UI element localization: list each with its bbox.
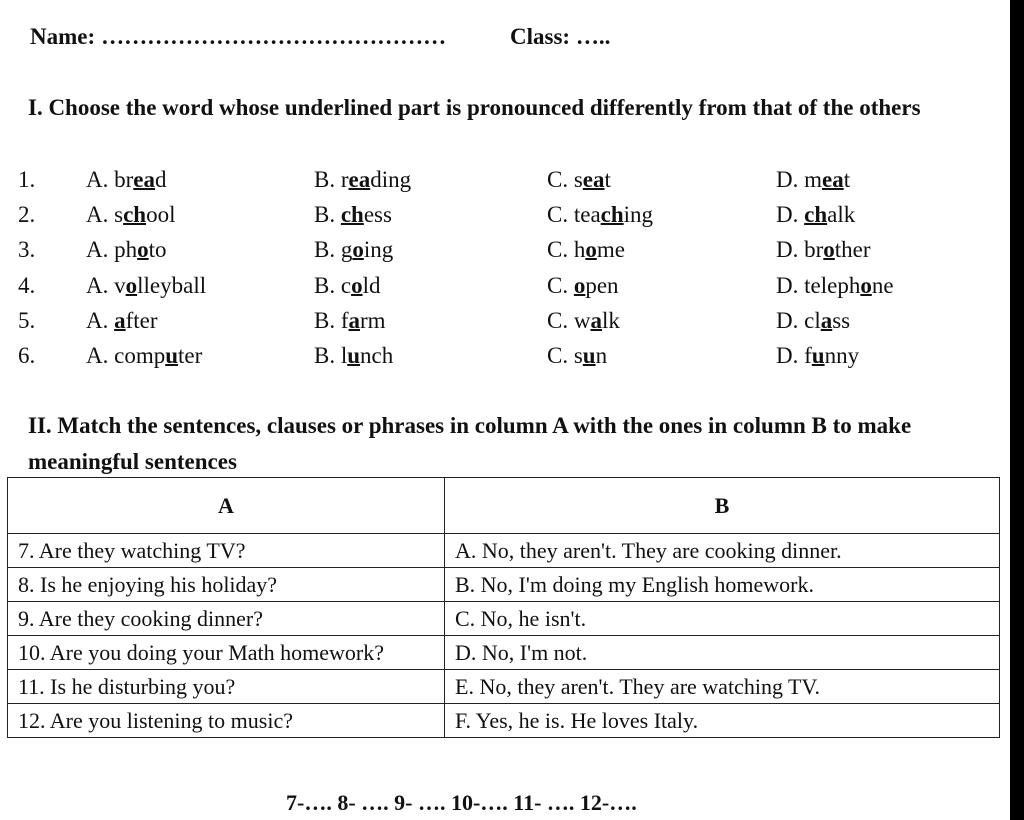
word-part: to: [148, 237, 167, 263]
option-letter: C.: [547, 343, 569, 368]
answer-option: [776, 268, 894, 303]
column-a-cell: 7. Are they watching TV?: [8, 534, 445, 568]
option-letter: A.: [86, 343, 109, 368]
word-part: tea: [573, 202, 601, 228]
option-letter: C.: [547, 202, 569, 228]
answer-option: [314, 197, 392, 232]
class-label: Class:: [510, 24, 571, 49]
underlined-part: ch: [123, 202, 147, 228]
option-letter: C.: [547, 272, 569, 298]
word-part: r: [340, 167, 349, 192]
answer-option: [86, 162, 167, 197]
option-letter: B.: [314, 272, 336, 298]
underlined-part: ch: [340, 202, 364, 228]
answer-option: [314, 268, 380, 303]
option-letter: D.: [776, 272, 799, 298]
answer-option: [776, 232, 871, 267]
word-part: teleph: [804, 272, 861, 298]
word-part: t: [843, 167, 851, 192]
table-row: [8, 568, 1000, 602]
word-part: fter: [125, 307, 158, 333]
underlined-part: ea: [348, 167, 371, 192]
answer-option: [776, 197, 855, 232]
word-part: alk: [827, 202, 856, 228]
word-part: br: [114, 167, 134, 192]
word-part: s: [573, 343, 583, 368]
underlined-part: a: [820, 307, 833, 333]
option-letter: D.: [776, 202, 799, 228]
table-row: [8, 704, 1000, 738]
section-2-title: II. Match the sentences, clauses or phrases in column A with the ones in column B to make meaningful sentences: [28, 413, 912, 474]
answer-option: [86, 232, 167, 267]
word-part: v: [114, 272, 126, 298]
option-letter: C.: [547, 307, 569, 333]
option-letter: D.: [776, 343, 799, 368]
answer-line: 7-…. 8- …. 9- …. 10-…. 11- …. 12-….: [286, 790, 637, 815]
answer-option: [314, 162, 411, 197]
underlined-part: o: [573, 272, 586, 298]
word-part: g: [340, 237, 353, 263]
word-part: ther: [834, 237, 871, 263]
word-part: lk: [601, 307, 620, 333]
answer-option: [547, 338, 607, 373]
column-b-cell: B. No, I'm doing my English homework.: [445, 568, 1000, 602]
word-part: s: [573, 167, 583, 192]
option-letter: D.: [776, 237, 799, 263]
word-part: lleyball: [137, 272, 207, 298]
word-part: ess: [363, 202, 392, 228]
word-part: l: [340, 343, 348, 368]
class-line: [510, 24, 610, 50]
option-letter: A.: [86, 237, 109, 263]
word-part: nny: [824, 343, 860, 368]
option-letter: B.: [314, 167, 336, 192]
answer-option: [776, 303, 850, 338]
column-a-header: A: [8, 478, 445, 534]
answer-option: [314, 338, 393, 373]
option-letter: D.: [776, 307, 799, 333]
column-a-cell: 11. Is he disturbing you?: [8, 670, 445, 704]
underlined-part: o: [352, 237, 364, 263]
option-letter: A.: [86, 167, 109, 192]
question-number: 5.: [18, 307, 36, 333]
name-dots: ………………………………………: [101, 24, 447, 49]
column-b-cell: E. No, they aren't. They are watching TV.: [445, 670, 1000, 704]
answer-option: [86, 268, 206, 303]
word-part: ss: [832, 307, 851, 333]
word-part: t: [604, 167, 611, 192]
underlined-part: o: [860, 272, 872, 298]
column-a-cell: 12. Are you listening to music?: [8, 704, 445, 738]
question-number: 6.: [18, 343, 36, 368]
answer-option: [86, 303, 158, 338]
underlined-part: ch: [600, 202, 624, 228]
column-b-cell: F. Yes, he is. He loves Italy.: [445, 704, 1000, 738]
option-letter: A.: [86, 202, 109, 228]
table-row: [8, 636, 1000, 670]
word-part: cl: [804, 307, 821, 333]
table-row: [8, 602, 1000, 636]
question-row: [0, 162, 1000, 197]
word-part: s: [114, 202, 124, 228]
option-letter: C.: [547, 167, 569, 192]
underlined-part: ea: [133, 167, 156, 192]
question-row: [0, 268, 1000, 303]
answer-option: [776, 162, 850, 197]
question-number: 2.: [18, 202, 36, 228]
word-part: ool: [146, 202, 176, 228]
underlined-part: a: [114, 307, 126, 333]
word-part: ing: [623, 202, 654, 228]
word-part: ding: [370, 167, 412, 192]
underlined-part: o: [823, 237, 835, 263]
word-part: w: [573, 307, 591, 333]
column-a-cell: 8. Is he enjoying his holiday?: [8, 568, 445, 602]
section-1-title: I. Choose the word whose underlined part is pronounced differently from that of the others: [28, 95, 921, 120]
column-b-cell: C. No, he isn't.: [445, 602, 1000, 636]
option-letter: B.: [314, 202, 336, 228]
word-part: ld: [362, 272, 381, 298]
word-part: ing: [363, 237, 394, 263]
option-letter: B.: [314, 343, 336, 368]
underlined-part: ch: [804, 202, 828, 228]
right-edge-bar: [1010, 0, 1024, 820]
column-b-cell: D. No, I'm not.: [445, 636, 1000, 670]
word-part: nch: [360, 343, 394, 368]
answer-option: [86, 338, 202, 373]
word-part: c: [340, 272, 352, 298]
underlined-part: o: [137, 237, 149, 263]
column-b-header: B: [445, 478, 1000, 534]
answer-option: [314, 303, 386, 338]
answer-option: [547, 162, 611, 197]
option-letter: B.: [314, 237, 336, 263]
underlined-part: o: [585, 237, 597, 263]
table-row: [8, 534, 1000, 568]
question-number: 1.: [18, 167, 36, 192]
underlined-part: o: [351, 272, 363, 298]
answer-option: [547, 232, 625, 267]
column-b-cell: A. No, they aren't. They are cooking dinner.: [445, 534, 1000, 568]
underlined-part: u: [811, 343, 825, 368]
word-part: ph: [114, 237, 138, 263]
question-row: [0, 338, 1000, 373]
underlined-part: u: [347, 343, 361, 368]
option-letter: D.: [776, 167, 799, 192]
word-part: comp: [114, 343, 166, 368]
word-part: n: [595, 343, 608, 368]
name-line: [30, 24, 446, 50]
answer-option: [86, 197, 175, 232]
word-part: f: [804, 343, 812, 368]
answer-option: [547, 268, 619, 303]
answer-option: [547, 197, 653, 232]
answer-option: [314, 232, 393, 267]
table-header-row: [8, 478, 1000, 534]
word-part: pen: [585, 272, 619, 298]
underlined-part: ea: [822, 167, 844, 192]
word-part: d: [155, 167, 167, 192]
question-number: 3.: [18, 237, 36, 263]
word-part: br: [804, 237, 824, 263]
word-part: f: [340, 307, 349, 333]
question-row: [0, 197, 1000, 232]
name-label: Name:: [30, 24, 96, 49]
underlined-part: u: [165, 343, 179, 368]
word-part: rm: [360, 307, 386, 333]
underlined-part: a: [348, 307, 361, 333]
answer-option: [776, 338, 859, 373]
matching-table: [7, 477, 1000, 738]
question-row: [0, 303, 1000, 338]
underlined-part: o: [125, 272, 138, 298]
word-part: m: [804, 167, 823, 192]
answer-option: [547, 303, 620, 338]
word-part: me: [596, 237, 625, 263]
word-part: ter: [178, 343, 203, 368]
column-a-cell: 9. Are they cooking dinner?: [8, 602, 445, 636]
underlined-part: a: [590, 307, 602, 333]
question-number: 4.: [18, 272, 36, 298]
underlined-part: ea: [582, 167, 605, 192]
word-part: h: [573, 237, 586, 263]
option-letter: A.: [86, 307, 109, 333]
class-dots: …..: [575, 24, 611, 49]
question-row: [0, 232, 1000, 267]
underlined-part: u: [582, 343, 596, 368]
word-part: ne: [871, 272, 894, 298]
table-row: [8, 670, 1000, 704]
option-letter: A.: [86, 272, 109, 298]
column-a-cell: 10. Are you doing your Math homework?: [8, 636, 445, 670]
option-letter: B.: [314, 307, 336, 333]
option-letter: C.: [547, 237, 569, 263]
